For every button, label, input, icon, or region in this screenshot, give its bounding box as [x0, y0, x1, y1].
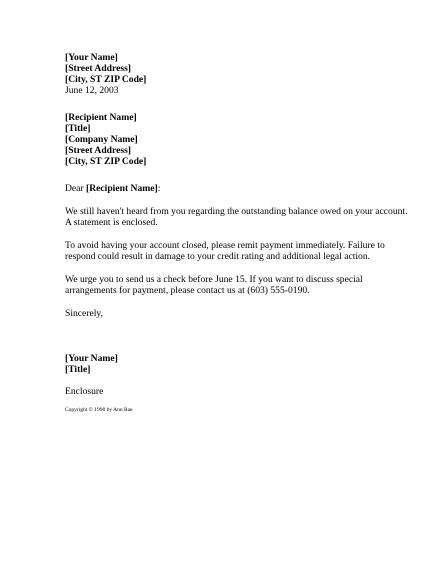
closing: Sincerely, [65, 308, 104, 319]
paragraph-line: To avoid having your account closed, please remit payment immediately. Failure to [65, 240, 385, 251]
salutation-suffix: : [157, 183, 161, 194]
body-paragraph-3 [65, 274, 365, 296]
recipient-block [65, 112, 365, 167]
paragraph-line: We still haven't heard from you regarding the outstanding balance owed on your account. [65, 206, 408, 217]
letter-date: June 12, 2003 [65, 85, 119, 96]
paragraph-line: respond could result in damage to your credit rating and additional legal action. [65, 251, 371, 262]
letter-body [65, 52, 408, 414]
sender-name: [Your Name] [65, 52, 118, 63]
sender-street: [Street Address] [65, 63, 131, 74]
salutation-prefix: Dear [65, 183, 87, 194]
signature-name: [Your Name] [65, 353, 118, 364]
enclosure-note: Enclosure [65, 386, 104, 397]
signature-title: [Title] [65, 364, 91, 375]
sender-city: [City, ST ZIP Code] [65, 74, 147, 85]
copyright-notice: Copyright © 1998 by Ann Rae [65, 407, 133, 413]
recipient-name: [Recipient Name] [65, 112, 137, 123]
signature-block [65, 353, 365, 375]
recipient-street: [Street Address] [65, 145, 131, 156]
sender-block [65, 52, 365, 96]
recipient-city: [City, ST ZIP Code] [65, 156, 147, 167]
body-paragraph-1 [65, 206, 408, 228]
paragraph-line: We urge you to send us a check before June 15. If you want to discuss special [65, 274, 363, 285]
salutation [65, 183, 365, 194]
paragraph-line: A statement is enclosed. [65, 217, 158, 228]
body-paragraph-2 [65, 240, 385, 262]
salutation-name: [Recipient Name] [86, 183, 158, 194]
recipient-company: [Company Name] [65, 134, 138, 145]
recipient-title: [Title] [65, 123, 91, 134]
paragraph-line: arrangements for payment, please contact us at (603) 555-0190. [65, 285, 310, 296]
